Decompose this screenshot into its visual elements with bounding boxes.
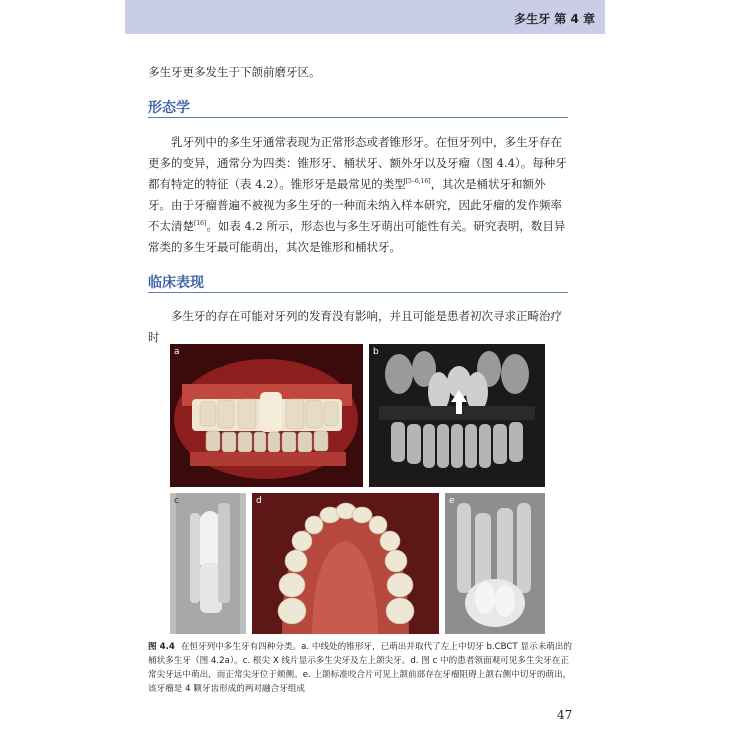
morphology-text-2: ，其次是桶状牙和额外牙。由于牙瘤普遍不被视为多生牙的一种而未纳入样本研究，因此牙瘤的发作频率不太清楚: [148, 177, 562, 233]
figure-photo-c: [170, 493, 246, 634]
occlusal-photo: [252, 493, 439, 634]
morphology-paragraph: [148, 132, 568, 258]
cbct-image: [369, 344, 545, 487]
page-number: 47: [557, 708, 573, 722]
morphology-text-1: 乳牙列中的多生牙通常表现为正常形态或者锥形牙。在恒牙列中，多生牙存在更多的变异，通常分为四类：锥形牙、桶状牙、额外牙以及牙瘤（图 4.4）。每种牙都有特定的特征（表 4.2）。锥形牙是最常见的类型: [148, 135, 567, 191]
section-rule: [148, 292, 568, 293]
figure-photo-e: [445, 493, 545, 634]
section-title-morphology: 形态学: [148, 100, 190, 116]
morphology-text-3: 。如表 4.2 所示，形态也与多生牙萌出可能性有关。研究表明，数目异常类的多生牙最可能萌出，其次是锥形和桶状牙。: [148, 219, 566, 254]
figure-photo-b: [369, 344, 545, 487]
occlusal-radiograph: [445, 493, 545, 634]
figure-label-c: c: [174, 496, 179, 506]
figure-label-e: e: [449, 496, 455, 506]
section-title-clinical: 临床表现: [148, 275, 204, 291]
figure-label-b: b: [373, 347, 379, 357]
periapical-radiograph: [170, 493, 246, 634]
clinical-paragraph: [148, 306, 568, 348]
figure-caption-label: 图 4.4: [148, 642, 175, 652]
figure-photo-d: [252, 493, 439, 634]
figure-label-a: a: [174, 347, 180, 357]
figure-photo-a: [170, 344, 363, 487]
header-band: [125, 0, 605, 34]
figure-caption-text: 在恒牙列中多生牙有四种分类。a. 中线处的锥形牙，已萌出并取代了左上中切牙 b.CBCT 显示未萌出的桶状多生牙（图 4.2a）。c. 根尖 X 线片显示多生尖牙及左上颌尖牙。d. 图 c 中的患者领面观可见多生尖牙在正常尖牙远中萌出，而正常尖牙位于颊侧。e. 上颌标准咬合片可见上颌前部存在牙瘤阻碍上颌右侧中切牙的萌出，该牙瘤是 4 颗牙齿形成的两对融合牙组成: [148, 642, 572, 694]
section-rule: [148, 117, 568, 118]
clinical-text: 多生牙的存在可能对牙列的发育没有影响，并且可能是患者初次寻求正畸治疗时: [148, 309, 562, 344]
figure-caption: [148, 640, 576, 696]
chapter-header: 多生牙 第 4 章: [514, 12, 595, 26]
intraoral-photo-front: [170, 344, 363, 487]
reference-citation: [5–6,16]: [405, 178, 431, 186]
figure-label-d: d: [256, 496, 262, 506]
intro-line: 多生牙更多发生于下颌前磨牙区。: [148, 65, 321, 79]
reference-citation: [16]: [194, 220, 207, 228]
